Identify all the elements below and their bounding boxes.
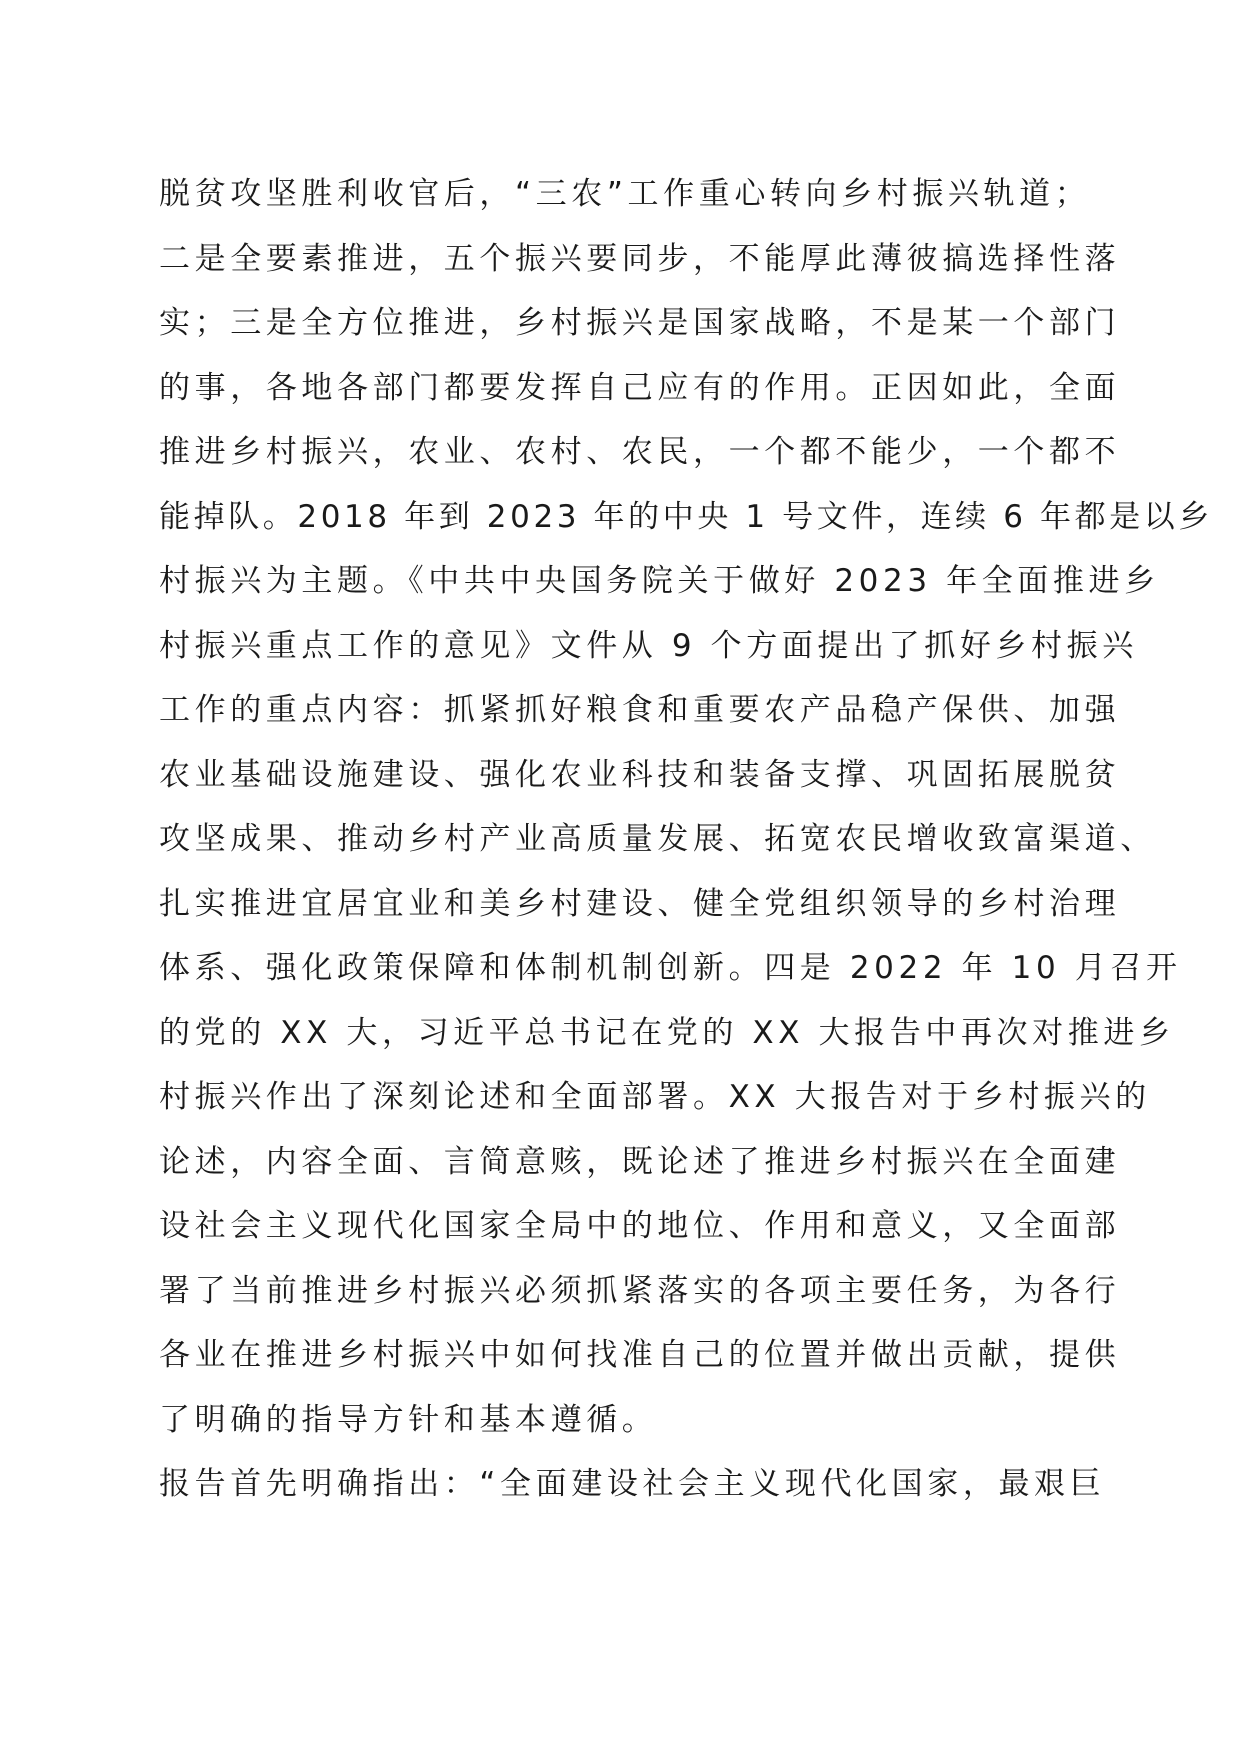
body-text: [159, 162, 1214, 1517]
text-line: 村振兴重点工作的意见》文件从 9 个方面提出了抓好乡村振兴: [159, 627, 1138, 664]
text-line: 论述，内容全面、言简意赅，既论述了推进乡村振兴在全面建: [159, 1143, 1121, 1180]
text-line: 报告首先明确指出：“全面建设社会主义现代化国家，最艰巨: [159, 1466, 1106, 1502]
text-line: 署了当前推进乡村振兴必须抓紧落实的各项主要任务，为各行: [159, 1272, 1121, 1309]
text-line: 农业基础设施建设、强化农业科技和装备支撑、巩固拓展脱贫: [159, 756, 1121, 793]
text-line: 村振兴为主题。《中共中央国务院关于做好 2023 年全面推进乡: [159, 563, 1160, 599]
text-line: 推进乡村振兴，农业、农村、农民，一个都不能少，一个都不: [159, 434, 1121, 470]
text-line: 扎实推进宜居宜业和美乡村建设、健全党组织领导的乡村治理: [159, 885, 1121, 922]
text-line: 的事，各地各部门都要发挥自己应有的作用。正因如此，全面: [159, 369, 1121, 406]
text-line: 体系、强化政策保障和体制机制创新。四是 2022 年 10 月召开: [159, 950, 1182, 986]
text-line: 了明确的指导方针和基本遵循。: [159, 1401, 658, 1438]
text-line: 二是全要素推进，五个振兴要同步，不能厚此薄彼搞选择性落: [159, 240, 1121, 277]
text-line: 攻坚成果、推动乡村产业高质量发展、拓宽农民增收致富渠道、: [159, 821, 1156, 857]
text-line: 村振兴作出了深刻论述和全面部署。XX 大报告对于乡村振兴的: [159, 1079, 1151, 1115]
text-line: 设社会主义现代化国家全局中的地位、作用和意义，又全面部: [159, 1208, 1121, 1244]
text-line: 实；三是全方位推进，乡村振兴是国家战略，不是某一个部门: [159, 305, 1121, 341]
text-line: 的党的 XX 大，习近平总书记在党的 XX 大报告中再次对推进乡: [159, 1014, 1175, 1051]
text-line: 脱贫攻坚胜利收官后，“三农”工作重心转向乡村振兴轨道；: [159, 176, 1091, 212]
text-line: 能掉队。2018 年到 2023 年的中央 1 号文件，连续 6 年都是以乡: [159, 498, 1214, 535]
text-line: 各业在推进乡村振兴中如何找准自己的位置并做出贡献，提供: [159, 1337, 1121, 1373]
text-line: 工作的重点内容：抓紧抓好粮食和重要农产品稳产保供、加强: [159, 692, 1121, 728]
